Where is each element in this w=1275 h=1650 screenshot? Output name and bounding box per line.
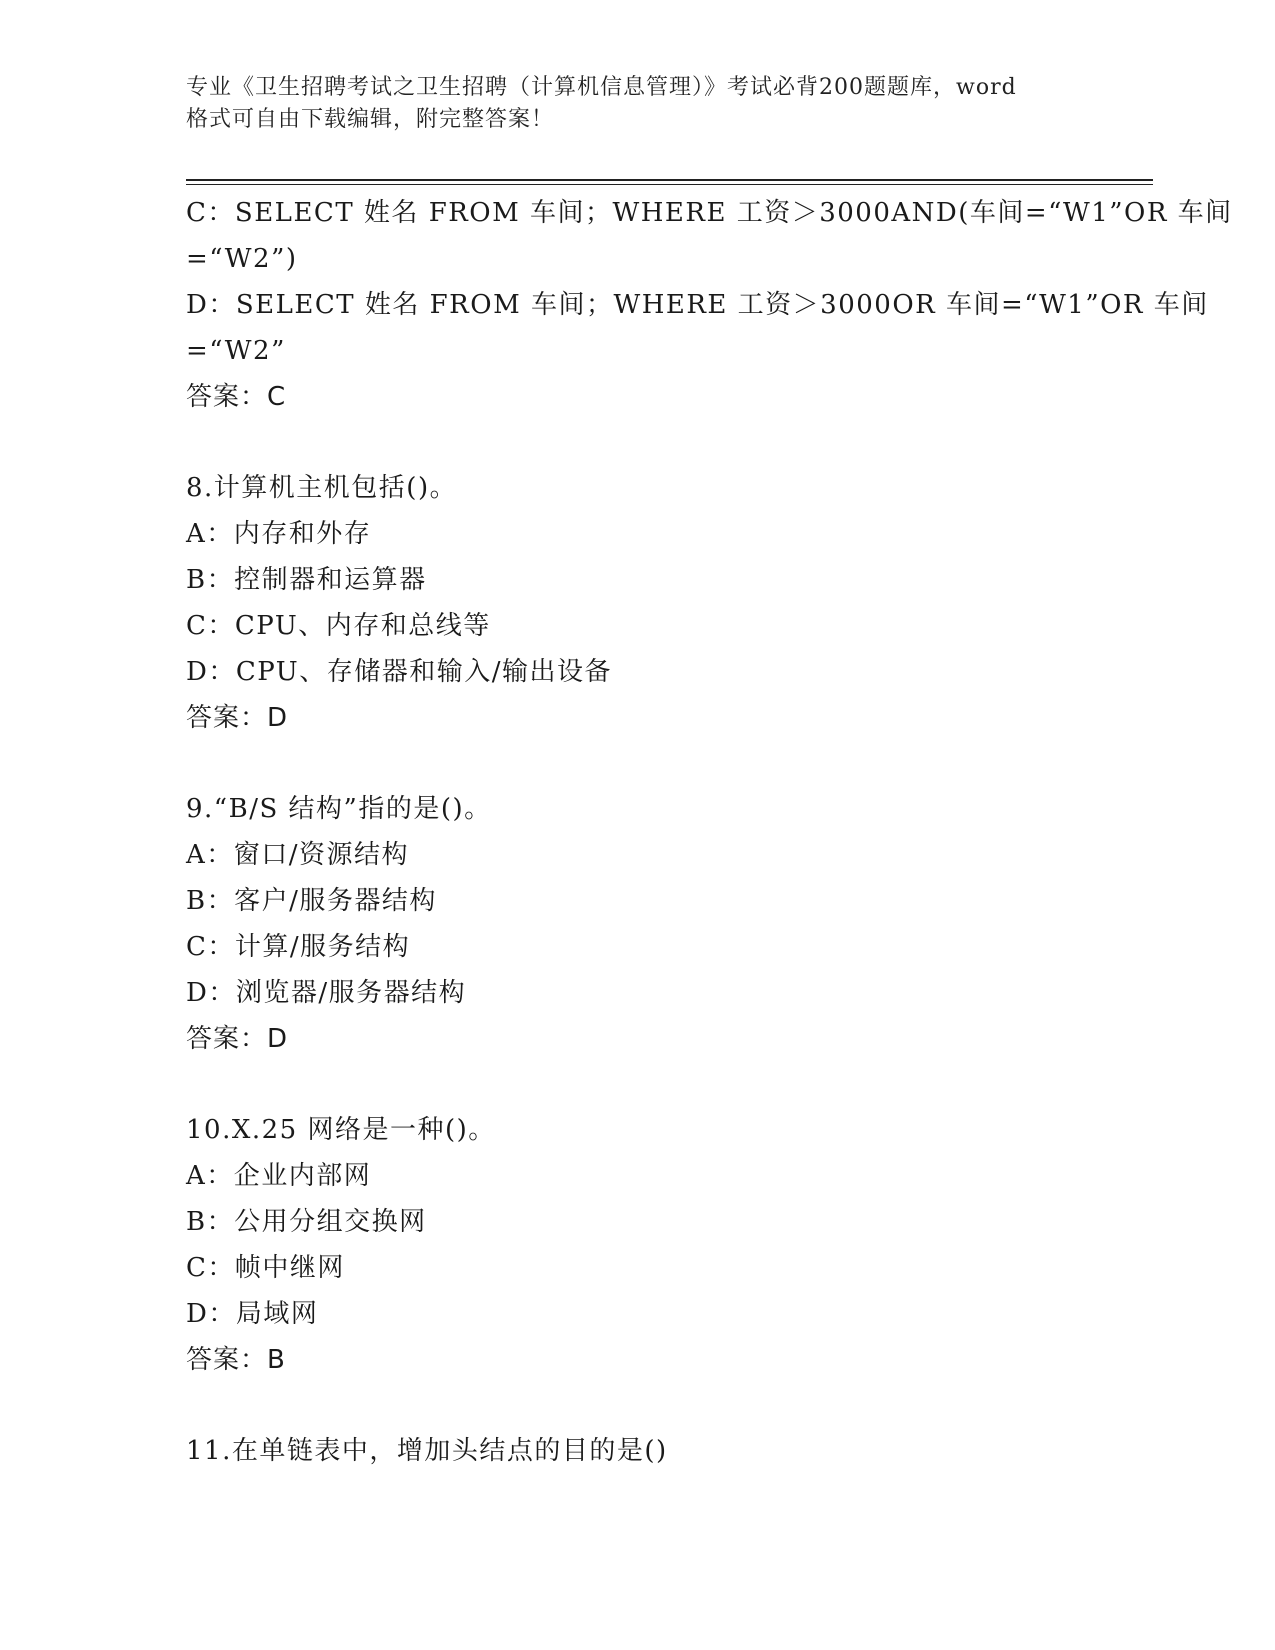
q7-option-c-line2: =“W2”): [186, 244, 298, 274]
q10-option-c: C：帧中继网: [186, 1253, 345, 1283]
spacer: [186, 1062, 1146, 1107]
spacer: [186, 741, 1146, 786]
header-divider-thin: [186, 184, 1153, 185]
document-header: [186, 72, 1086, 136]
q7-option-c-line1: C：SELECT 姓名 FROM 车间；WHERE 工资＞3000AND(车间=“W1”OR 车间: [186, 198, 1233, 228]
q10-question: 10.X.25 网络是一种()。: [186, 1115, 496, 1145]
header-line-1: 专业《卫生招聘考试之卫生招聘（计算机信息管理）》考试必背200题题库，word: [186, 75, 1017, 100]
q9-option-a: A：窗口/资源结构: [186, 840, 410, 870]
spacer: [186, 420, 1146, 465]
document-body: [186, 190, 1233, 1474]
q7-option-d-line2: =“W2”: [186, 336, 286, 366]
q7-option-d-line1: D：SELECT 姓名 FROM 车间；WHERE 工资＞3000OR 车间=“W1”OR 车间: [186, 290, 1209, 320]
q8-option-a: A：内存和外存: [186, 519, 372, 549]
q9-answer: 答案：D: [186, 1024, 289, 1054]
question-11-block: [186, 1428, 1146, 1474]
q8-option-c: C：CPU、内存和总线等: [186, 611, 491, 641]
question-10-block: [186, 1107, 1146, 1383]
q10-option-a: A：企业内部网: [186, 1161, 372, 1191]
q8-option-d: D：CPU、存储器和输入/输出设备: [186, 657, 612, 687]
q11-question: 11.在单链表中，增加头结点的目的是(): [186, 1436, 668, 1466]
q9-question: 9.“B/S 结构”指的是()。: [186, 794, 492, 824]
question-7-block: [186, 190, 1233, 420]
q9-option-d: D：浏览器/服务器结构: [186, 978, 467, 1008]
q9-option-b: B：客户/服务器结构: [186, 886, 437, 916]
q8-option-b: B：控制器和运算器: [186, 565, 427, 595]
q10-answer: 答案：B: [186, 1345, 286, 1375]
header-divider-thick: [186, 179, 1153, 181]
q10-option-d: D：局域网: [186, 1299, 319, 1329]
q7-answer: 答案：C: [186, 382, 287, 412]
question-8-block: [186, 465, 1146, 741]
q8-answer: 答案：D: [186, 703, 289, 733]
q9-option-c: C：计算/服务结构: [186, 932, 411, 962]
q8-question: 8.计算机主机包括()。: [186, 473, 458, 503]
header-line-2: 格式可自由下载编辑，附完整答案！: [186, 107, 555, 132]
spacer: [186, 1383, 1146, 1428]
question-9-block: [186, 786, 1146, 1062]
q10-option-b: B：公用分组交换网: [186, 1207, 427, 1237]
